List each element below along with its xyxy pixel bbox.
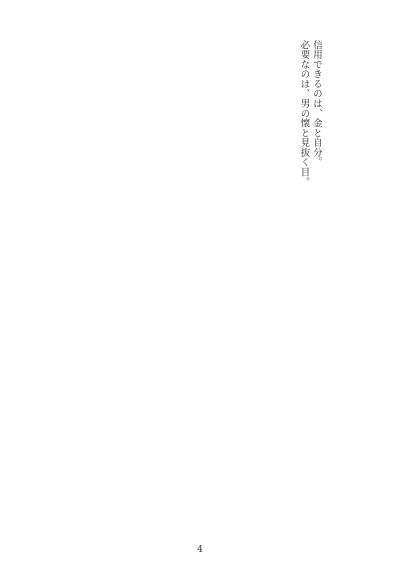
page-number: 4 (197, 545, 203, 555)
text-line: 信用できるのは、金と自分。 (311, 40, 322, 168)
upper-text-block (60, 40, 322, 270)
lower-text-block (60, 300, 322, 530)
text-line: 必要なのは、男の懐と見抜く目。 (298, 40, 310, 187)
